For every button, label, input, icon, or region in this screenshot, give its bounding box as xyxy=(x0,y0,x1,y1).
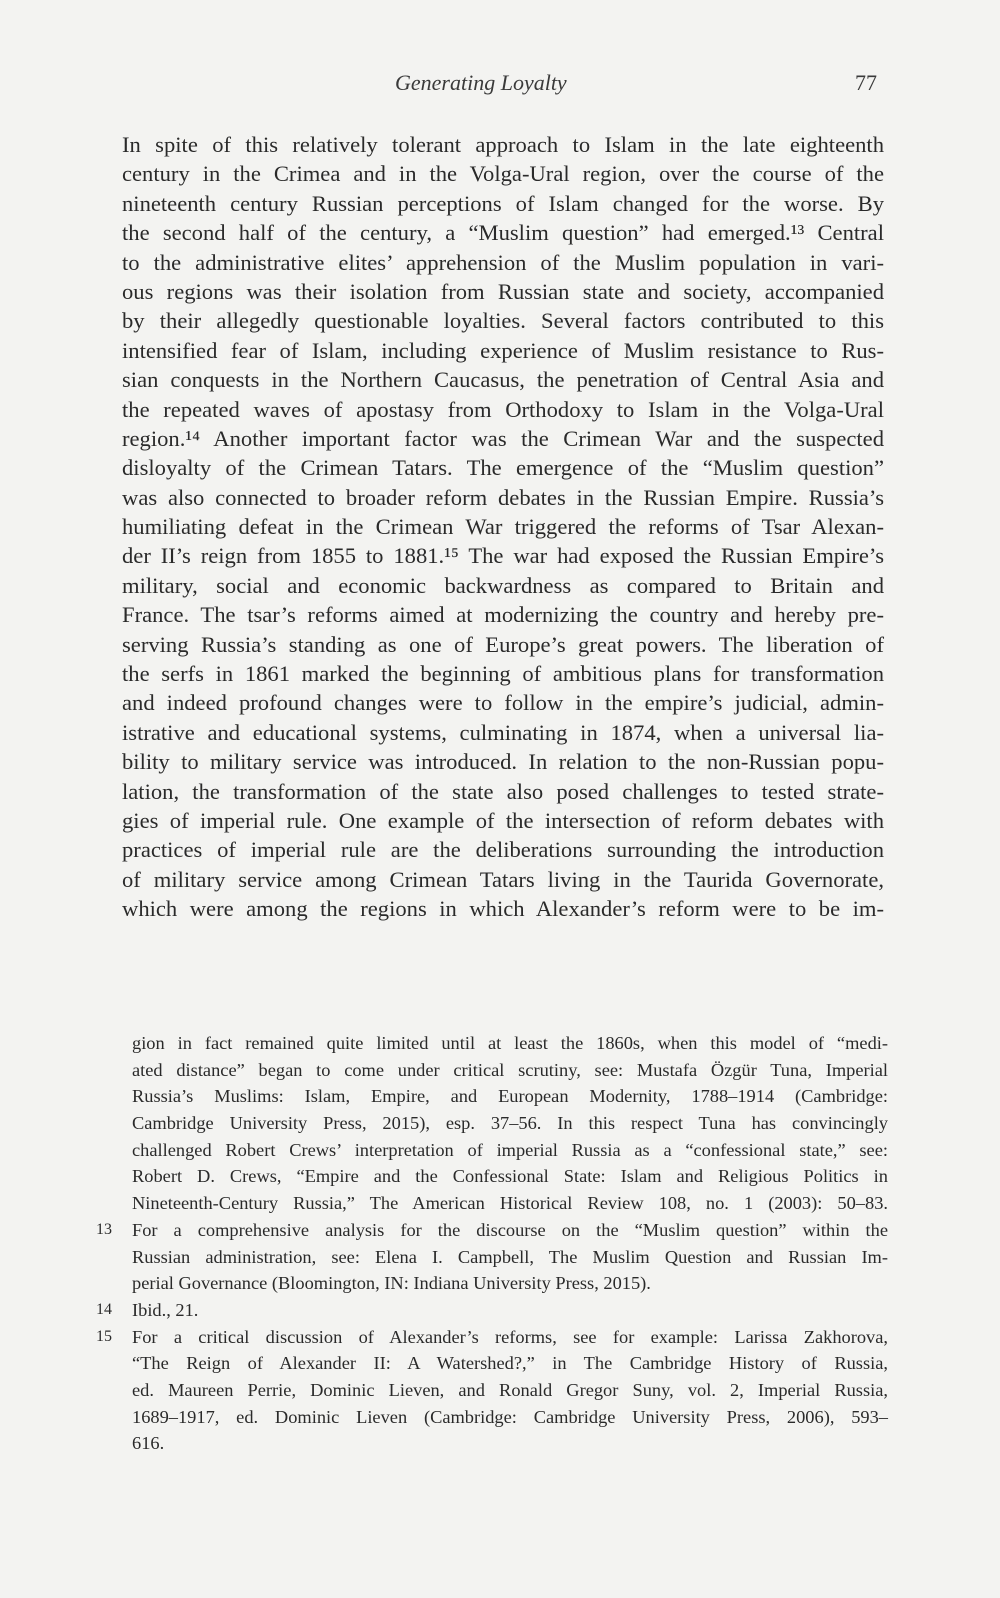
running-head xyxy=(0,70,1000,100)
body-line: by their allegedly questionable loyalties. Several factors contributed to this xyxy=(122,308,884,334)
footnote-line: Nineteenth-Century Russia,” The American Historical Review 108, no. 1 (2003): 50–83. xyxy=(132,1193,888,1214)
body-line: the second half of the century, a “Muslim question” had emerged.¹³ Central xyxy=(122,220,884,246)
footnote-line: For a comprehensive analysis for the discourse on the “Muslim question” within the xyxy=(132,1219,888,1240)
footnote-line: Robert D. Crews, “Empire and the Confessional State: Islam and Religious Politics in xyxy=(132,1166,888,1187)
footnote-line: 616. xyxy=(132,1433,165,1454)
body-line: the serfs in 1861 marked the beginning of ambitious plans for transformation xyxy=(122,661,884,687)
footnote-15 xyxy=(96,1324,888,1457)
body-line: der II’s reign from 1855 to 1881.¹⁵ The war had exposed the Russian Empire’s xyxy=(122,543,884,569)
footnote-line: ed. Maureen Perrie, Dominic Lieven, and Ronald Gregor Suny, vol. 2, Imperial Russia, xyxy=(132,1379,888,1400)
footnote-number: 13 xyxy=(96,1220,112,1238)
body-text xyxy=(122,130,884,924)
footnote-line: ated distance” began to come under critical scrutiny, see: Mustafa Özgür Tuna, Imperial xyxy=(132,1059,888,1080)
footnote-line: 1689–1917, ed. Dominic Lieven (Cambridge: Cambridge University Press, 2006), 593– xyxy=(132,1406,888,1427)
footnote-number: 14 xyxy=(96,1300,112,1318)
body-line: ous regions was their isolation from Russian state and society, accompanied xyxy=(122,278,884,304)
body-line: nineteenth century Russian perceptions of Islam changed for the worse. By xyxy=(122,190,884,216)
footnote-line: Cambridge University Press, 2015), esp. 37–56. In this respect Tuna has convincingly xyxy=(132,1113,888,1134)
footnote-13 xyxy=(96,1217,888,1297)
body-line: was also connected to broader reform debates in the Russian Empire. Russia’s xyxy=(122,484,884,510)
body-line: serving Russia’s standing as one of Europe’s great powers. The liberation of xyxy=(122,631,884,657)
footnote-line: Russian administration, see: Elena I. Campbell, The Muslim Question and Russian Im- xyxy=(132,1246,888,1267)
body-line: intensified fear of Islam, including experience of Muslim resistance to Rus- xyxy=(122,337,884,363)
footnote-number: 15 xyxy=(96,1327,112,1345)
footnote-continuation xyxy=(96,1030,888,1217)
footnote-line: Ibid., 21. xyxy=(132,1299,199,1320)
footnote-line: “The Reign of Alexander II: A Watershed?,” in The Cambridge History of Russia, xyxy=(132,1353,888,1374)
body-line: humiliating defeat in the Crimean War triggered the reforms of Tsar Alexan- xyxy=(122,514,884,540)
body-line: sian conquests in the Northern Caucasus, the penetration of Central Asia and xyxy=(122,367,884,393)
footnote-line: perial Governance (Bloomington, IN: Indiana University Press, 2015). xyxy=(132,1273,651,1294)
body-line: the repeated waves of apostasy from Orthodoxy to Islam in the Volga-Ural xyxy=(122,396,884,422)
body-line: century in the Crimea and in the Volga-Ural region, over the course of the xyxy=(122,161,884,187)
body-line: In spite of this relatively tolerant approach to Islam in the late eighteenth xyxy=(122,132,884,157)
body-line: practices of imperial rule are the deliberations surrounding the introduction xyxy=(122,837,884,863)
footnote-14 xyxy=(96,1297,888,1324)
running-head-title: Generating Loyalty xyxy=(395,70,567,95)
footnote-line: Russia’s Muslims: Islam, Empire, and European Modernity, 1788–1914 (Cambridge: xyxy=(132,1086,888,1107)
footnote-line: gion in fact remained quite limited until at least the 1860s, when this model of “medi- xyxy=(132,1033,888,1053)
body-line: region.¹⁴ Another important factor was the Crimean War and the suspected xyxy=(122,425,884,451)
body-line: lation, the transformation of the state also posed challenges to tested strate- xyxy=(122,778,884,804)
body-line: which were among the regions in which Alexander’s reform were to be im- xyxy=(122,896,884,922)
body-line: to the administrative elites’ apprehension of the Muslim population in vari- xyxy=(122,249,884,275)
body-line: gies of imperial rule. One example of the intersection of reform debates with xyxy=(122,807,884,833)
body-line: and indeed profound changes were to follow in the empire’s judicial, admin- xyxy=(122,690,884,716)
body-line: France. The tsar’s reforms aimed at modernizing the country and hereby pre- xyxy=(122,602,884,628)
body-line: military, social and economic backwardness as compared to Britain and xyxy=(122,572,884,598)
body-line: of military service among Crimean Tatars living in the Taurida Governorate, xyxy=(122,866,884,892)
footnotes xyxy=(96,1030,888,1457)
body-line: istrative and educational systems, culminating in 1874, when a universal lia- xyxy=(122,719,884,745)
footnote-line: challenged Robert Crews’ interpretation of imperial Russia as a “confessional state,” see: xyxy=(132,1139,888,1160)
body-line: bility to military service was introduced. In relation to the non-Russian popu- xyxy=(122,749,884,775)
footnote-line: For a critical discussion of Alexander’s reforms, see for example: Larissa Zakhorova, xyxy=(132,1326,888,1347)
page-number: 77 xyxy=(855,70,877,95)
body-line: disloyalty of the Crimean Tatars. The emergence of the “Muslim question” xyxy=(122,455,884,481)
